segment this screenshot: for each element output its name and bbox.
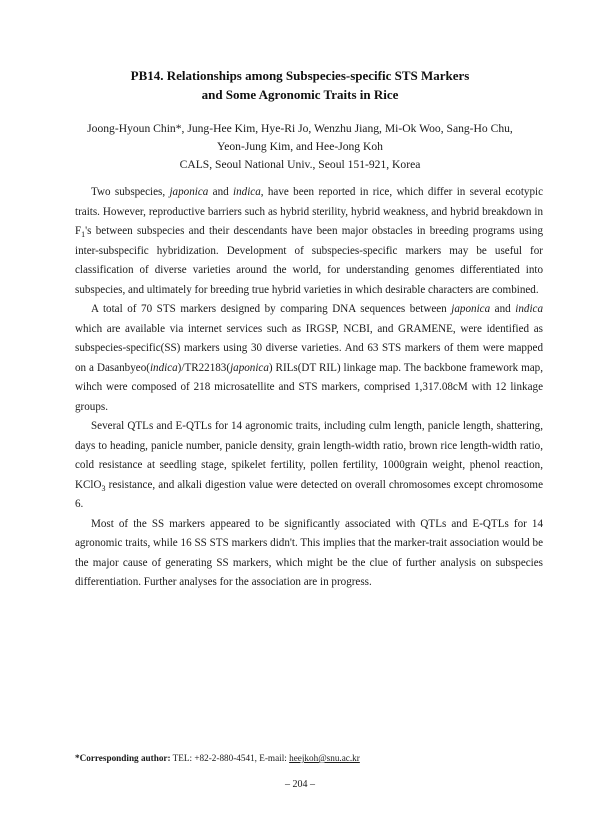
italic-term: japonica (230, 361, 269, 374)
affiliation: CALS, Seoul National Univ., Seoul 151-921, Korea (179, 158, 421, 171)
footnote-contact: TEL: +82-2-880-4541, E-mail: (170, 753, 290, 763)
italic-term: japonica (451, 303, 491, 315)
paper-title (0, 66, 600, 104)
italic-term: indica (149, 361, 178, 374)
text-run: Two subspecies, (91, 186, 170, 198)
italic-term: indica (233, 186, 261, 198)
text-run: which are available via internet services such as IRGSP, NCBI, and GRAMENE, were identified as subspecies-specific(SS) markers using 30 diverse varieties. And 63 STS markers of them were mapped on a Dasanbyeo( (75, 322, 543, 374)
abstract-paragraph-2 (75, 300, 543, 417)
page-number: – 204 – (285, 779, 315, 790)
italic-term: japonica (169, 186, 209, 198)
corresponding-author-footnote (75, 752, 543, 764)
subscript: 1 (81, 230, 86, 240)
subscript: 3 (101, 483, 106, 493)
italic-term: indica (515, 303, 543, 315)
text-run: 's between subspecies and their descendants have been major obstacles in breeding programs using inter-subspecific hybridization. Development of subspecies-specific markers may be useful for classification of diverse varieties around the world, for understanding genomes differentiated into subspecies, and ultimately for breeding true hybrid varieties in which desirable characters are combined. (75, 225, 543, 296)
footnote-label: *Corresponding author: (75, 753, 171, 763)
abstract-body (75, 183, 543, 593)
author-list-line-1: Joong-Hyoun Chin*, Jung-Hee Kim, Hye-Ri Jo, Wenzhu Jiang, Mi-Ok Woo, Sang-Ho Chu, (87, 122, 513, 135)
text-run: )/TR22183( (177, 361, 231, 374)
email-link[interactable]: heejkoh@snu.ac.kr (289, 753, 360, 763)
author-block (60, 120, 540, 174)
text-run: ) RILs(DT RIL) linkage map. The backbone framework map, wihch were composed of 218 microsatellite and STS markers, comprised 1,317.08cM with 12 linkage groups. (75, 361, 543, 413)
text-run: , have been reported in rice, which differ in several ecotypic traits. However, reproductive barriers such as hybrid sterility, hybrid weakness, and hybrid breakdown in F (75, 186, 543, 237)
abstract-paragraph-3 (75, 417, 543, 515)
title-line-1: PB14. Relationships among Subspecies-specific STS Markers (130, 68, 470, 83)
text-run: resistance, and alkali digestion value were detected on overall chromosomes except chromosome 6. (75, 478, 543, 510)
text-run: and (490, 303, 516, 315)
abstract-paragraph-4: Most of the SS markers appeared to be significantly associated with QTLs and E-QTLs for 14 agronomic traits, while 16 SS STS markers didn't. This implies that the marker-trait association would be the major cause of generating SS markers, which might be the clue of further analysis on subspecies differentiation. Further analyses for the association are in progress. (75, 517, 543, 588)
author-list-line-2: Yeon-Jung Kim, and Hee-Jong Koh (217, 140, 383, 153)
text-run: Several QTLs and E-QTLs for 14 agronomic traits, including culm length, panicle length, shattering, days to heading, panicle number, panicle density, grain length-width ratio, brown rice length-width ratio, cold resistance at seedling stage, spikelet fertility, pollen fertility, 1000grain weight, phenol reaction, KClO (75, 420, 543, 491)
text-run: A total of 70 STS markers designed by comparing DNA sequences between (91, 303, 452, 315)
title-line-2: and Some Agronomic Traits in Rice (201, 87, 399, 102)
text-run: and (208, 186, 234, 198)
abstract-paragraph-1 (75, 183, 543, 300)
